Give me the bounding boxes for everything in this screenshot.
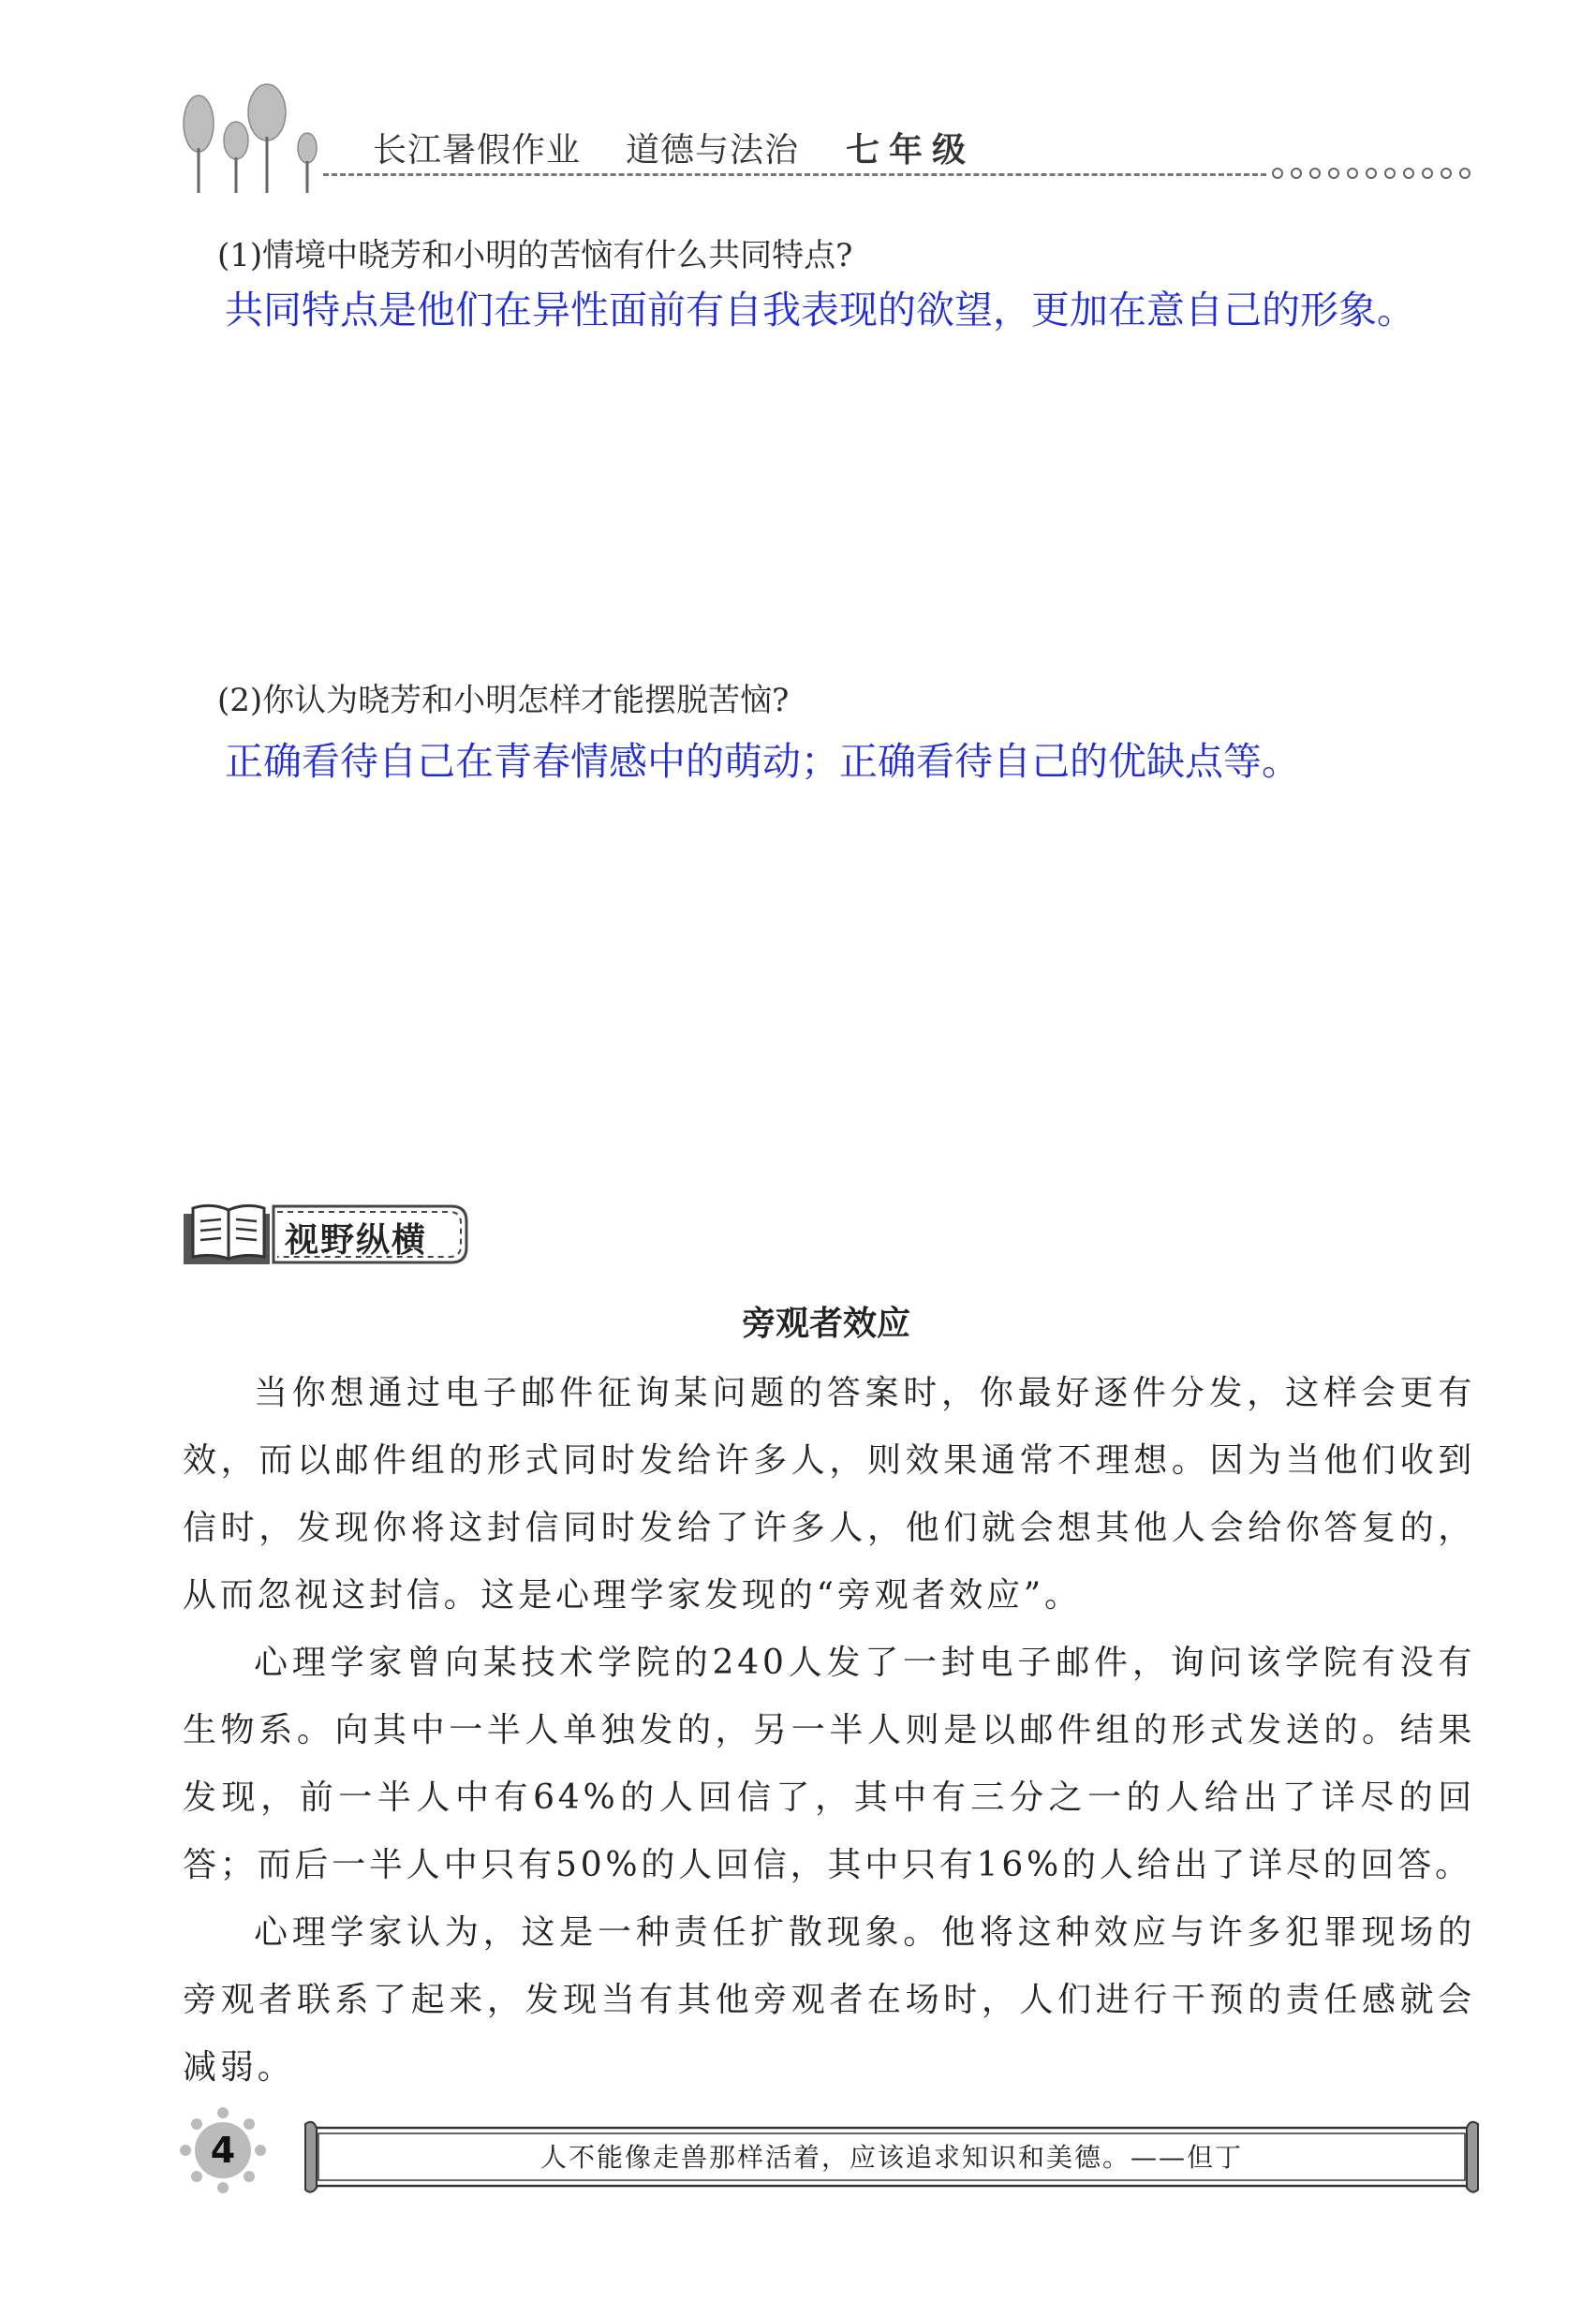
article-paragraph: 心理学家曾向某技术学院的240人发了一封电子邮件，询问该学院有没有生物系。向其中一半人单独发的，另一半人则是以邮件组的形式发送的。结果发现，前一半人中有64%的人回信了，其中有三分之一的人给出了详尽的回答；而后一半人中只有50%的人回信，其中只有16%的人给出了详尽的回答。 <box>183 1644 1475 1884</box>
article-title: 旁观者效应 <box>741 1305 910 1343</box>
page-number: 4 <box>210 2130 236 2171</box>
subject-title: 道德与法治 <box>626 131 800 170</box>
trees-decoration-icon <box>178 82 328 195</box>
grade-label: 七年级 <box>846 131 976 170</box>
book-title: 长江暑假作业 <box>373 131 582 170</box>
article-paragraph: 当你想通过电子邮件征询某问题的答案时，你最好逐件分发，这样会更有效，而以邮件组的形式同时发给许多人，则效果通常不理想。因为当他们收到信时，发现你将这封信同时发给了许多人，他们就会想其他人会给你答复的，从而忽视这封信。这是心理学家发现的“旁观者效应”。 <box>183 1374 1475 1615</box>
section-heading <box>180 1199 472 1270</box>
footer-quote: 人不能像走兽那样活着，应该追求知识和美德。——但丁 <box>539 2142 1243 2173</box>
answer-1: 共同特点是他们在异性面前有自我表现的欲望，更加在意自己的形象。 <box>225 288 1415 332</box>
article-body <box>183 1360 1475 2102</box>
section-title: 视野纵横 <box>285 1221 428 1260</box>
question-1: (1)情境中晓芳和小明的苦恼有什么共同特点? <box>217 237 853 274</box>
quote-scroll <box>302 2118 1482 2193</box>
question-2: (2)你认为晓芳和小明怎样才能摆脱苦恼? <box>217 682 790 719</box>
header-dots-decoration <box>1270 167 1476 180</box>
page-number-badge <box>178 2105 268 2195</box>
header-divider <box>323 173 1266 176</box>
answer-2: 正确看待自己在青春情感中的萌动；正确看待自己的优缺点等。 <box>225 739 1300 784</box>
article-paragraph: 心理学家认为，这是一种责任扩散现象。他将这种效应与许多犯罪现场的旁观者联系了起来，发现当有其他旁观者在场时，人们进行干预的责任感就会减弱。 <box>183 1913 1475 2087</box>
